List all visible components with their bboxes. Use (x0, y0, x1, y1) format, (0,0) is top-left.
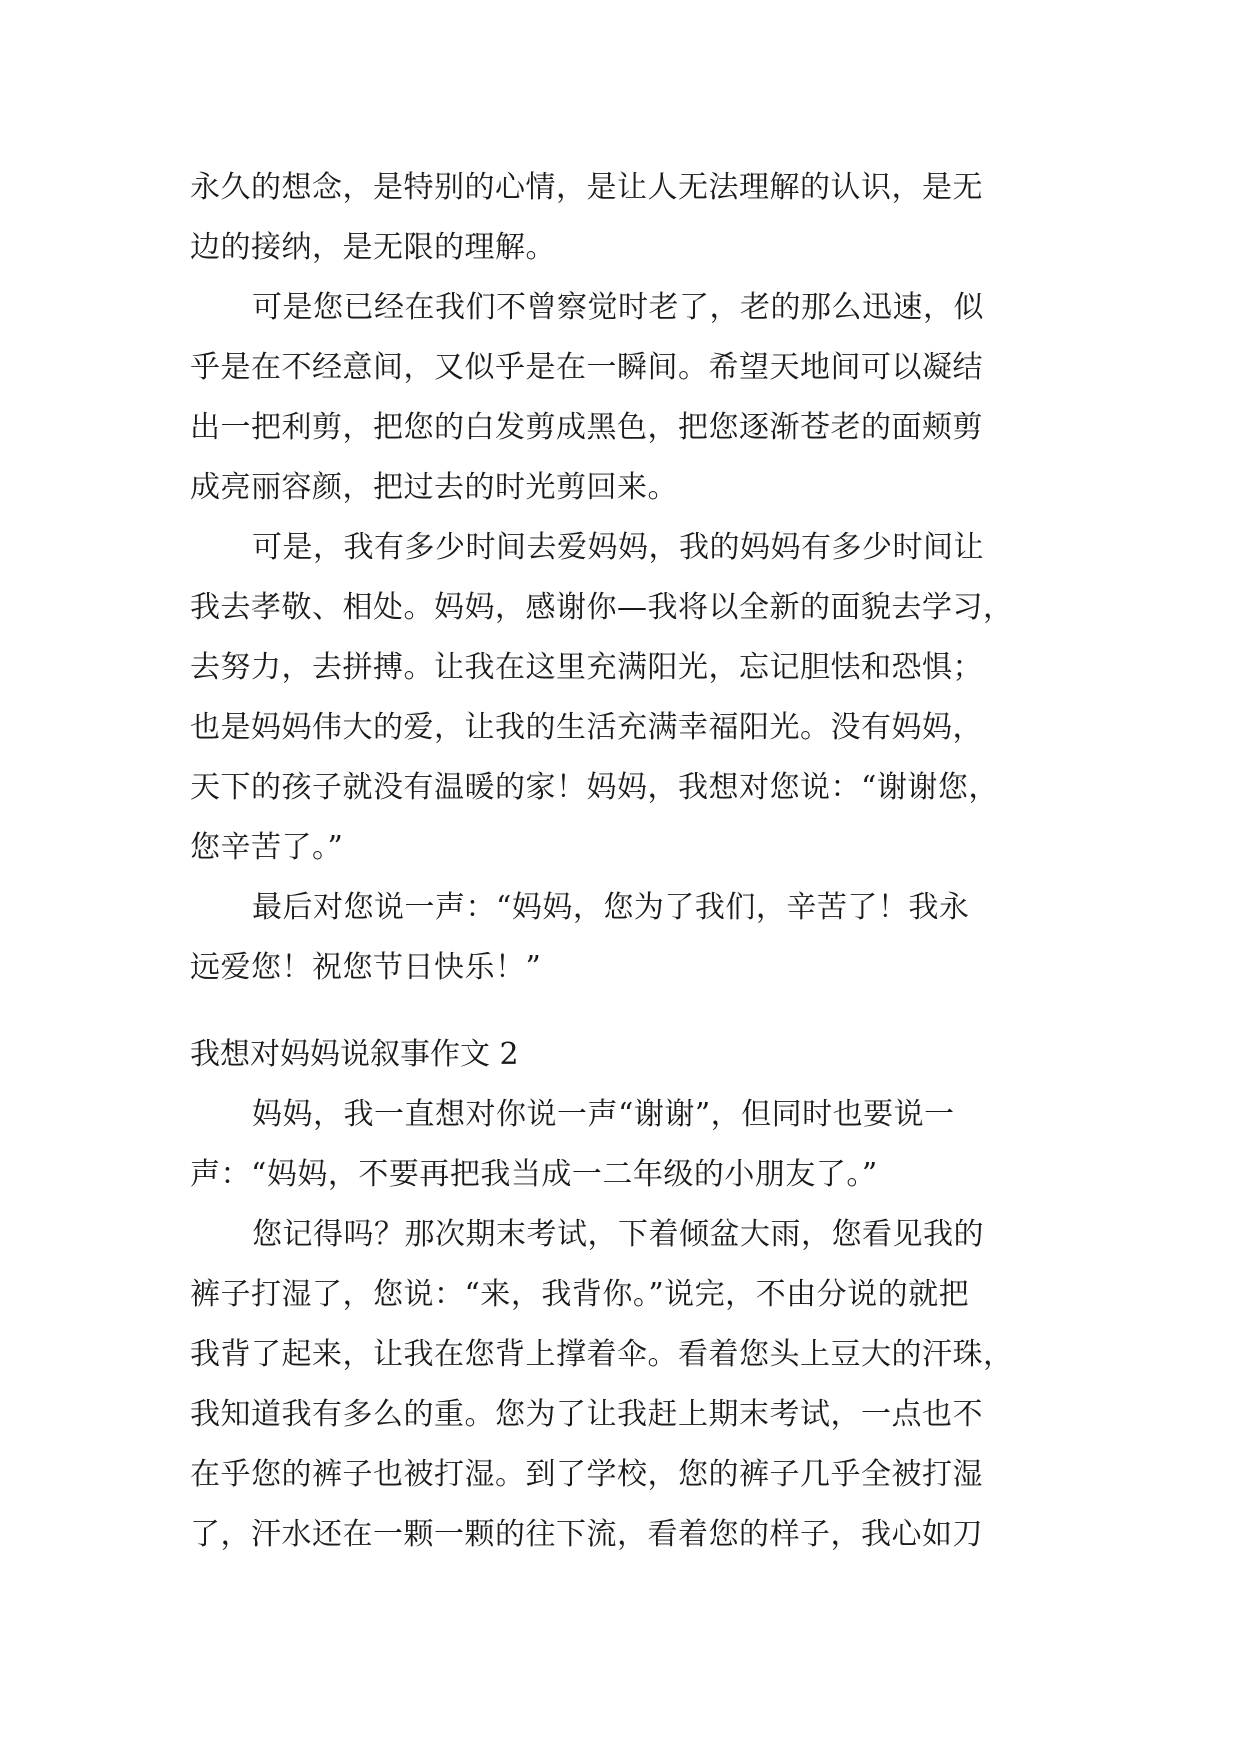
text-line: 您记得吗？那次期末考试，下着倾盆大雨，您看见我的 (252, 1217, 984, 1252)
text-line: 最后对您说一声：“妈妈，您为了我们，辛苦了！我永 (252, 890, 970, 925)
text-line: 天下的孩子就没有温暖的家！妈妈，我想对您说：“谢谢您， (190, 770, 999, 805)
paragraph (190, 1205, 1050, 1565)
section-heading: 我想对妈妈说叙事作文 2 (190, 1037, 519, 1072)
text-line: 声：“妈妈，不要再把我当成一二年级的小朋友了。” (190, 1157, 878, 1192)
text-line: 我背了起来，让我在您背上撑着伞。看着您头上豆大的汗珠， (190, 1337, 1014, 1372)
paragraph (190, 878, 1050, 998)
text-line: 了，汗水还在一颗一颗的往下流，看着您的样子，我心如刀 (190, 1517, 983, 1552)
text-line: 我去孝敬、相处。妈妈，感谢你—我将以全新的面貌去学习， (190, 590, 1014, 625)
paragraph (190, 278, 1050, 518)
paragraph (190, 1085, 1050, 1205)
text-line: 在乎您的裤子也被打湿。到了学校，您的裤子几乎全被打湿 (190, 1457, 983, 1492)
document-body-part1 (190, 158, 1050, 998)
text-line: 也是妈妈伟大的爱，让我的生活充满幸福阳光。没有妈妈， (190, 710, 983, 745)
text-line: 边的接纳，是无限的理解。 (190, 230, 556, 265)
text-line: 去努力，去拼搏。让我在这里充满阳光，忘记胆怯和恐惧； (190, 650, 983, 685)
paragraph (190, 158, 1050, 278)
text-line: 妈妈，我一直想对你说一声“谢谢”，但同时也要说一 (252, 1097, 955, 1132)
paragraph (190, 518, 1050, 878)
document-body-part2 (190, 1085, 1050, 1565)
text-line: 永久的想念，是特别的心情，是让人无法理解的认识，是无 (190, 170, 983, 205)
text-line: 您辛苦了。” (190, 830, 344, 865)
text-line: 远爱您！祝您节日快乐！” (190, 950, 542, 985)
text-line: 我知道我有多么的重。您为了让我赶上期末考试，一点也不 (190, 1397, 983, 1432)
text-line: 可是，我有多少时间去爱妈妈，我的妈妈有多少时间让 (252, 530, 984, 565)
text-line: 可是您已经在我们不曾察觉时老了，老的那么迅速，似 (252, 290, 984, 325)
text-line: 裤子打湿了，您说：“来，我背你。”说完，不由分说的就把 (190, 1277, 970, 1312)
text-line: 成亮丽容颜，把过去的时光剪回来。 (190, 470, 678, 505)
text-line: 乎是在不经意间，又似乎是在一瞬间。希望天地间可以凝结 (190, 350, 983, 385)
text-line: 出一把利剪，把您的白发剪成黑色，把您逐渐苍老的面颊剪 (190, 410, 983, 445)
